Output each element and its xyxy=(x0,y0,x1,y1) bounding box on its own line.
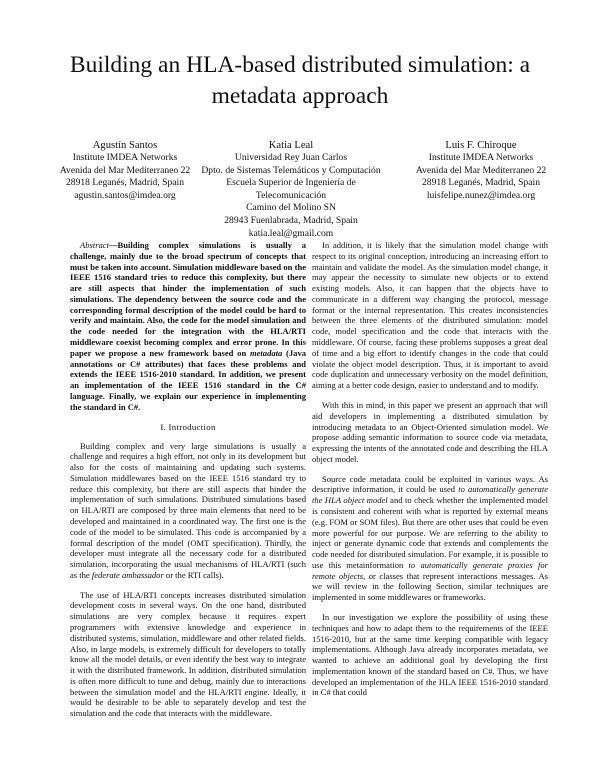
abstract-emphasis: metadata xyxy=(249,347,283,358)
author-affiliation: Dpto. de Sistemas Telemáticos y Computación xyxy=(201,164,381,176)
abstract xyxy=(70,240,306,413)
right-paragraph-4: In our investigation we explore the possibility of using these techniques and how to adapt them to the requirements of the IEEE 1516-2010, but at the same time keeping compatible with legacy implementations. Although Java already incorporates metadata, we wanted to achieve an additional goal by developing the first implementation known of the standard based on C#. Thus, we have developed an implementation of the HLA IEEE 1516-2010 standard in C# that could xyxy=(312,612,548,698)
author-block-2 xyxy=(196,139,386,240)
author-affiliation: Institute IMDEA Networks xyxy=(72,152,178,163)
intro-paragraph-1-tail: or the RTI calls). xyxy=(163,569,224,580)
right-paragraph-3 xyxy=(312,474,548,603)
author-block-1 xyxy=(50,139,200,202)
abstract-label: Abstract xyxy=(80,240,109,250)
paper-title: Building an HLA-based distributed simulation: a metadata approach xyxy=(69,52,531,109)
author-email: katia.leal@gmail.com xyxy=(248,227,334,239)
intro-paragraph-1-text: Building complex and very large simulations is usually a challenge and requires a high effort, not only in its development but also for the costs of maintaining and updating such systems. Simulation middlewares based on the IEEE 1516 standard try to reduce this complexity, but there are still aspects that hinder the implementation of such simulations. Distributed simulations based on HLA/RTI are composed by three main elements that need to be developed and maintained in a coordinated way. The first one is the code of the model to be simulated. This code is accompanied by a formal description of the model (OMT specification). Thirdly, the developer must integrate all the necessary code for a distributed simulation, incorporating the usual mechanisms of HLA/RTI (such as the xyxy=(70,440,306,580)
author-name: Katia Leal xyxy=(268,140,314,151)
author-affiliation: 28918 Leganés, Madrid, Spain xyxy=(421,177,541,189)
right-paragraph-1: In addition, it is likely that the simulation model change with respect to its original conception, introducing an increasing effort to maintain and validate the model. As the simulation model change, it may appear the necessity to simulate new objects or to extend existing models. Also, it can happen that the objects have to communicate in a different way changing the protocol, message format or the internal representation. This creates inconsistencies between the three elements of the distributed simulation: model code, model specification and the code that interacts with the middleware. Of course, facing these problems supposes a great deal of time and a big effort to identify changes in the code that could violate the object model description. Thus, it is important to avoid code duplication and unnecessary verbosity on the model definition, aiming at a better code design, easier to understand and to modify. xyxy=(312,240,548,391)
author-email: agustin.santos@imdea.org xyxy=(74,189,176,201)
right-paragraph-3-emphasis-2: to automatically generate proxies for remote objects xyxy=(312,559,548,581)
right-paragraph-3-text-3: , or classes that represent interactions messages. As we will review in the following Section, similar techniques are implemented in some middlewares or frameworks. xyxy=(312,570,548,603)
author-name: Agustín Santos xyxy=(92,140,158,151)
left-column xyxy=(70,240,306,719)
author-affiliation: Institute IMDEA Networks xyxy=(428,152,534,163)
author-affiliation: Escuela Superior de Ingeniería de Telecomunicación xyxy=(226,177,356,201)
abstract-text-continued: (Java annotations or C# attributes) that faces these problems and extends the IEEE 1516-2010 standard. In addition, we present an implementation of the IEEE 1516 standard in the C# language. Finally, we explain our experience in implementing the standard in C#. xyxy=(70,347,307,412)
right-paragraph-3-text: Source code metadata could be exploited in various ways. As descriptive information, it could be used xyxy=(312,473,548,495)
author-affiliation: 28943 Fuenlabrada, Madrid, Spain xyxy=(224,214,358,226)
author-name: Luis F. Chiroque xyxy=(445,140,517,151)
author-affiliation: 28918 Leganés, Madrid, Spain xyxy=(65,177,185,189)
author-block-3 xyxy=(400,139,562,202)
right-paragraph-3-emphasis-1: to automatically generate the HLA object model xyxy=(312,484,548,506)
author-affiliation: Camino del Molino SN xyxy=(246,202,336,214)
author-affiliation: Universidad Rey Juan Carlos xyxy=(234,152,348,163)
author-email: luisfelipe.nunez@imdea.org xyxy=(426,189,536,201)
intro-paragraph-1 xyxy=(70,441,306,581)
right-column xyxy=(312,240,548,698)
intro-paragraph-1-emphasis: federate ambassador xyxy=(91,569,164,580)
author-affiliation: Avenida del Mar Mediterraneo 22 xyxy=(415,164,547,176)
right-paragraph-3-text-2: and to check whether the implemented model is consistent and coherent with what is reported by external means (e.g. FOM or SOM files). But there are other uses that could be even more powerful for our purpose. We are referring to the ability to inject or generate dynamic code that extends and complements the code needed for distributed simulation. For example, it is possible to use this metainformation xyxy=(312,495,548,570)
intro-paragraph-2: The use of HLA/RTI concepts increases distributed simulation development costs in several ways. On the one hand, distributed simulations are very complex because it requires expert programmers with extensive knowledge and experience in distributed systems, simulation, middleware and other related fields. Also, in large models, is extremely difficult for developers to totally know all the model details, or even identify the best way to integrate it with the distributed framework. In addition, distributed simulation is often more difficult to tune and debug, mainly due to interactions between the simulation model and the HLA/RTI engine. Ideally, it would be desirable to be able to separately develop and test the simulation and the code that interacts with the middleware. xyxy=(70,589,306,719)
author-affiliation: Avenida del Mar Mediterraneo 22 xyxy=(59,164,191,176)
right-paragraph-2: With this in mind, in this paper we present an approach that will aid developers in implementing a distributed simulation by introducing metadata to an Object-Oriented simulation model. We propose adding semantic information to source code via metadata, expressing the intents of the annotated code and describing the HLA object model. xyxy=(312,399,548,464)
abstract-text: —Building complex simulations is usually a challenge, mainly due to the broad spectrum of concepts that must be taken into account. Simulation middleware based on the IEEE 1516 standard tries to reduce this complexity, but there are still aspects that hinder the implementation of such simulations. The dependency between the source code and the corresponding formal description of the model could be hard to verify and maintain. Also, the code for the model simulation and the code needed for the integration with the HLA/RTI middleware coexist becoming complex and error prone. In this paper we propose a new framework based on xyxy=(70,240,306,358)
section-heading-introduction: I. Introduction xyxy=(160,421,216,432)
